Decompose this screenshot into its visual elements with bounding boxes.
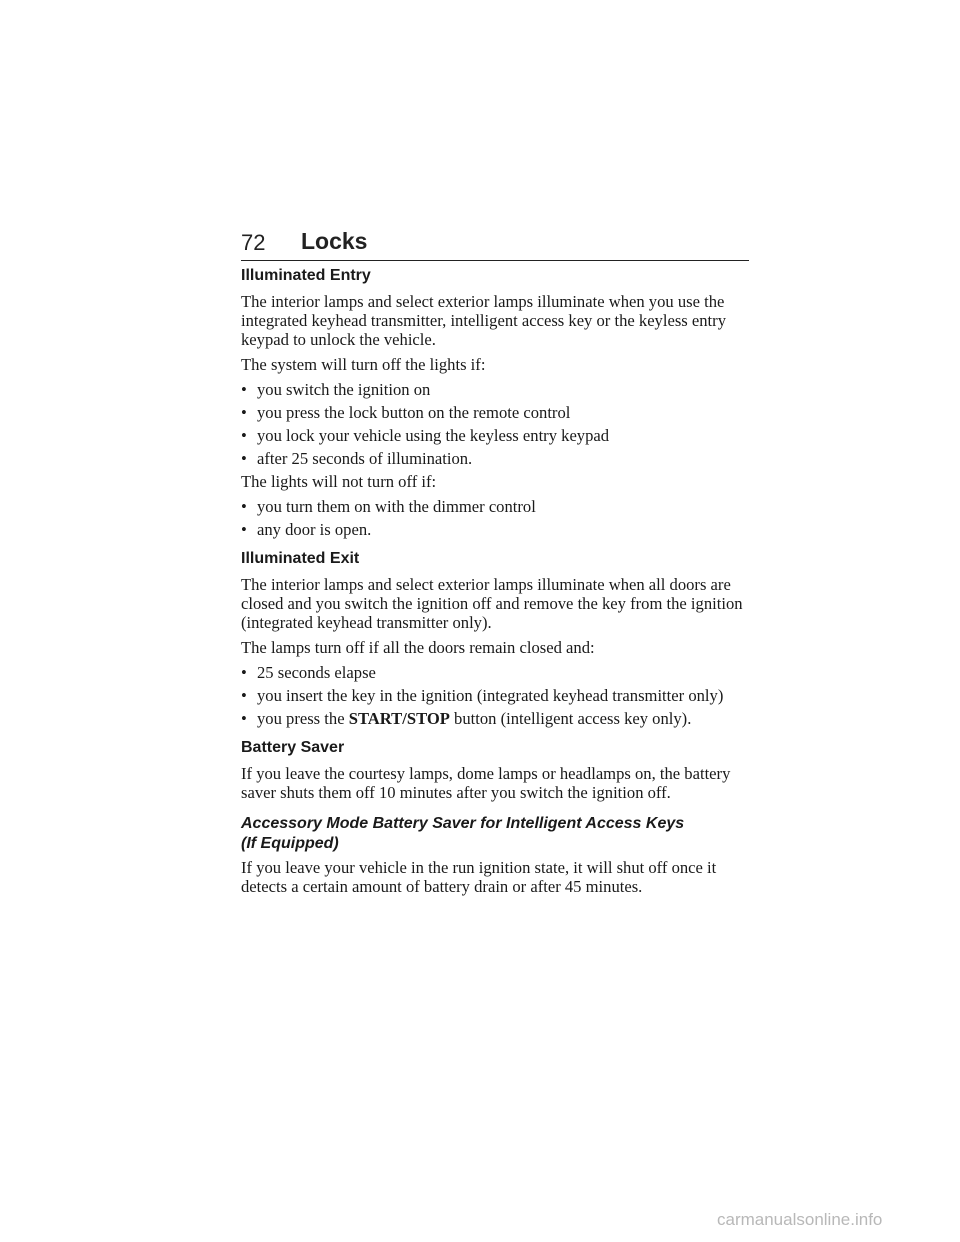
list-item: • you turn them on with the dimmer control: [241, 497, 536, 516]
bullet-icon: •: [241, 663, 247, 682]
list-item: • any door is open.: [241, 520, 372, 539]
illuminated-entry-heading: Illuminated Entry: [241, 267, 371, 284]
illuminated-exit-turn-off-intro: The lamps turn off if all the doors remain closed and:: [241, 638, 595, 657]
bullet-icon: •: [241, 709, 247, 728]
list-item: • you press the lock button on the remote control: [241, 403, 571, 422]
bullet-icon: •: [241, 520, 247, 539]
section-title: Locks: [301, 228, 368, 254]
bullet-icon: •: [241, 426, 247, 445]
illuminated-entry-not-turn-off-intro: The lights will not turn off if:: [241, 472, 437, 491]
illuminated-exit-intro: The interior lamps and select exterior lamps illuminate when all doors are closed and you switch the ignition off and remove the key from the ignition (integrated keyhead transmitter only).: [241, 575, 743, 632]
list-item: • you press the START/STOP button (intelligent access key only).: [241, 709, 692, 728]
page-header: [241, 226, 749, 261]
illuminated-entry-not-turn-off-list: [241, 497, 751, 539]
list-item: • after 25 seconds of illumination.: [241, 449, 473, 468]
illuminated-entry-intro: The interior lamps and select exterior lamps illuminate when you use the integrated keyhead transmitter, intelligent access key or the keyless entry keypad to unlock the vehicle.: [241, 292, 726, 349]
bullet-icon: •: [241, 686, 247, 705]
start-stop-label: START/STOP: [348, 709, 450, 728]
list-item: • you switch the ignition on: [241, 380, 431, 399]
bullet-icon: •: [241, 449, 247, 468]
accessory-mode-heading: Accessory Mode Battery Saver for Intelligent Access Keys (If Equipped): [241, 815, 685, 852]
battery-saver-text: If you leave the courtesy lamps, dome lamps or headlamps on, the battery saver shuts them off 10 minutes after you switch the ignition off.: [241, 764, 731, 802]
illuminated-entry-turn-off-list: [241, 380, 751, 468]
bullet-icon: •: [241, 380, 247, 399]
page-number: 72: [241, 230, 266, 255]
bullet-icon: •: [241, 403, 247, 422]
watermark: carmanualsonline.info: [717, 1210, 883, 1229]
illuminated-entry-turn-off-intro: The system will turn off the lights if:: [241, 355, 486, 374]
battery-saver-heading: Battery Saver: [241, 739, 345, 756]
bullet-icon: •: [241, 497, 247, 516]
list-item: • you lock your vehicle using the keyless entry keypad: [241, 426, 610, 445]
list-item: • 25 seconds elapse: [241, 663, 376, 682]
illuminated-exit-list: [241, 663, 751, 728]
accessory-mode-text: If you leave your vehicle in the run ignition state, it will shut off once it detects a certain amount of battery drain or after 45 minutes.: [241, 858, 717, 896]
list-item: • you insert the key in the ignition (integrated keyhead transmitter only): [241, 686, 724, 705]
illuminated-exit-heading: Illuminated Exit: [241, 550, 360, 567]
page-content: [241, 266, 751, 902]
